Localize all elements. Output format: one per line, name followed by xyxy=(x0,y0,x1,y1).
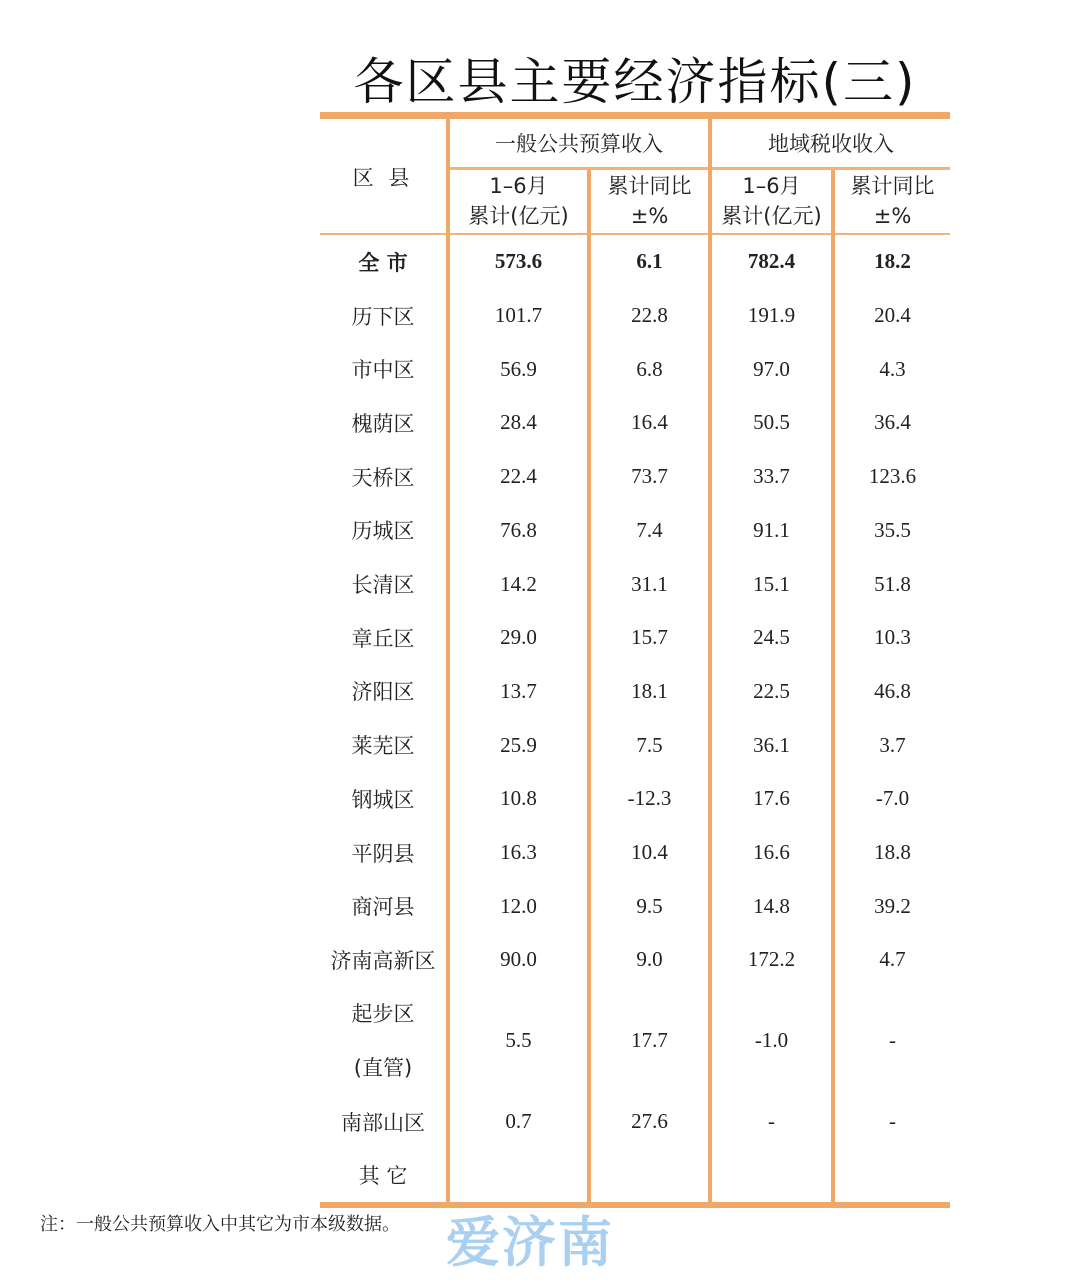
tax-yoy: 36.4 xyxy=(874,410,911,435)
header-tax-revenue: 地域税收收入 xyxy=(768,132,894,156)
watermark-logo: 爱济南 xyxy=(446,1211,614,1274)
district-name: 商河县 xyxy=(351,895,415,920)
tax-cumulative xyxy=(712,1149,831,1203)
header-budget-cumulative: 1–6月 累计(亿元) xyxy=(468,174,569,228)
budget-cumulative: 56.9 xyxy=(500,356,537,381)
header-tax-cumulative: 1–6月 累计(亿元) xyxy=(721,174,822,228)
tax-cumulative: - xyxy=(768,1109,775,1134)
tax-cumulative: 17.6 xyxy=(753,786,790,811)
tax-yoy: 3.7 xyxy=(879,732,906,757)
page-title: 各区县主要经济指标(三) xyxy=(353,53,917,111)
budget-cumulative: 573.6 xyxy=(494,249,543,274)
tax-cumulative: 36.1 xyxy=(753,732,790,757)
budget-yoy: 16.4 xyxy=(631,410,668,435)
tax-cumulative: 91.1 xyxy=(753,517,790,542)
budget-yoy: 22.8 xyxy=(631,303,668,328)
budget-cumulative: 10.8 xyxy=(500,786,537,811)
budget-yoy: 7.4 xyxy=(636,517,663,542)
district-name: 起步区 (直管) xyxy=(351,1001,415,1080)
tax-cumulative: 172.2 xyxy=(747,947,796,972)
budget-yoy: 15.7 xyxy=(631,625,668,650)
top-rule xyxy=(320,112,950,119)
district-name: 长清区 xyxy=(351,573,415,598)
tax-yoy: - xyxy=(889,1109,896,1134)
tax-yoy: 35.5 xyxy=(874,517,911,542)
tax-cumulative: 16.6 xyxy=(753,840,790,865)
budget-yoy: 9.5 xyxy=(636,893,663,918)
budget-yoy: 9.0 xyxy=(636,947,663,972)
budget-cumulative: 29.0 xyxy=(500,625,537,650)
tax-yoy: 18.8 xyxy=(874,840,911,865)
district-name: 莱芜区 xyxy=(351,734,415,759)
footnote: 注：一般公共预算收入中其它为市本级数据。 xyxy=(40,1214,400,1235)
tax-yoy: -7.0 xyxy=(875,786,910,811)
district-name: 济南高新区 xyxy=(330,948,436,973)
header-budget-yoy: 累计同比 ±% xyxy=(607,174,692,228)
budget-cumulative: 13.7 xyxy=(500,678,537,703)
budget-yoy: 6.8 xyxy=(636,356,663,381)
tax-yoy: 10.3 xyxy=(874,625,911,650)
budget-yoy: 6.1 xyxy=(636,249,663,274)
tax-cumulative: 97.0 xyxy=(753,356,790,381)
district-name: 天桥区 xyxy=(351,465,415,490)
district-name: 章丘区 xyxy=(351,626,415,651)
budget-yoy: 17.7 xyxy=(631,1028,668,1053)
budget-cumulative: 16.3 xyxy=(500,840,537,865)
budget-yoy: -12.3 xyxy=(627,786,672,811)
district-name: 历城区 xyxy=(351,519,415,544)
budget-cumulative: 25.9 xyxy=(500,732,537,757)
budget-cumulative: 76.8 xyxy=(500,517,537,542)
budget-yoy xyxy=(591,1149,708,1203)
tax-yoy xyxy=(835,1149,950,1203)
budget-cumulative: 22.4 xyxy=(500,464,537,489)
district-name: 钢城区 xyxy=(351,787,415,812)
budget-cumulative: 5.5 xyxy=(505,1028,532,1053)
district-name: 其 它 xyxy=(358,1164,408,1189)
budget-cumulative: 101.7 xyxy=(494,303,543,328)
budget-cumulative: 28.4 xyxy=(500,410,537,435)
tax-cumulative: 14.8 xyxy=(753,893,790,918)
district-name: 槐荫区 xyxy=(351,411,415,436)
budget-yoy: 73.7 xyxy=(631,464,668,489)
tax-yoy: 4.3 xyxy=(879,356,906,381)
tax-cumulative: 50.5 xyxy=(753,410,790,435)
budget-yoy: 7.5 xyxy=(636,732,663,757)
budget-yoy: 31.1 xyxy=(631,571,668,596)
district-name: 历下区 xyxy=(351,304,415,329)
district-name: 济阳区 xyxy=(351,680,415,705)
tax-cumulative: 24.5 xyxy=(753,625,790,650)
tax-cumulative: 782.4 xyxy=(747,249,796,274)
district-name: 平阴县 xyxy=(351,841,415,866)
budget-cumulative xyxy=(450,1149,587,1203)
tax-yoy: 123.6 xyxy=(868,464,917,489)
tax-cumulative: -1.0 xyxy=(754,1028,789,1053)
tax-cumulative: 22.5 xyxy=(753,678,790,703)
tax-yoy: 46.8 xyxy=(874,678,911,703)
tax-cumulative: 33.7 xyxy=(753,464,790,489)
header-general-budget: 一般公共预算收入 xyxy=(495,132,663,156)
tax-yoy: 39.2 xyxy=(874,893,911,918)
district-name: 全 市 xyxy=(358,250,408,275)
district-name: 南部山区 xyxy=(341,1110,425,1135)
budget-yoy: 10.4 xyxy=(631,840,668,865)
header-district: 区 县 xyxy=(352,166,414,190)
tax-yoy: 4.7 xyxy=(879,947,906,972)
budget-yoy: 18.1 xyxy=(631,678,668,703)
tax-yoy: 18.2 xyxy=(874,249,911,274)
bottom-rule xyxy=(320,1202,950,1208)
header-tax-yoy: 累计同比 ±% xyxy=(850,174,935,228)
district-name: 市中区 xyxy=(351,358,415,383)
budget-yoy: 27.6 xyxy=(631,1109,668,1134)
budget-cumulative: 12.0 xyxy=(500,893,537,918)
tax-cumulative: 191.9 xyxy=(747,303,796,328)
tax-yoy: 51.8 xyxy=(874,571,911,596)
tax-yoy: - xyxy=(889,1028,896,1053)
tax-yoy: 20.4 xyxy=(874,303,911,328)
budget-cumulative: 14.2 xyxy=(500,571,537,596)
group-header-rule xyxy=(448,167,950,170)
budget-cumulative: 90.0 xyxy=(500,947,537,972)
budget-cumulative: 0.7 xyxy=(505,1109,532,1134)
tax-cumulative: 15.1 xyxy=(753,571,790,596)
